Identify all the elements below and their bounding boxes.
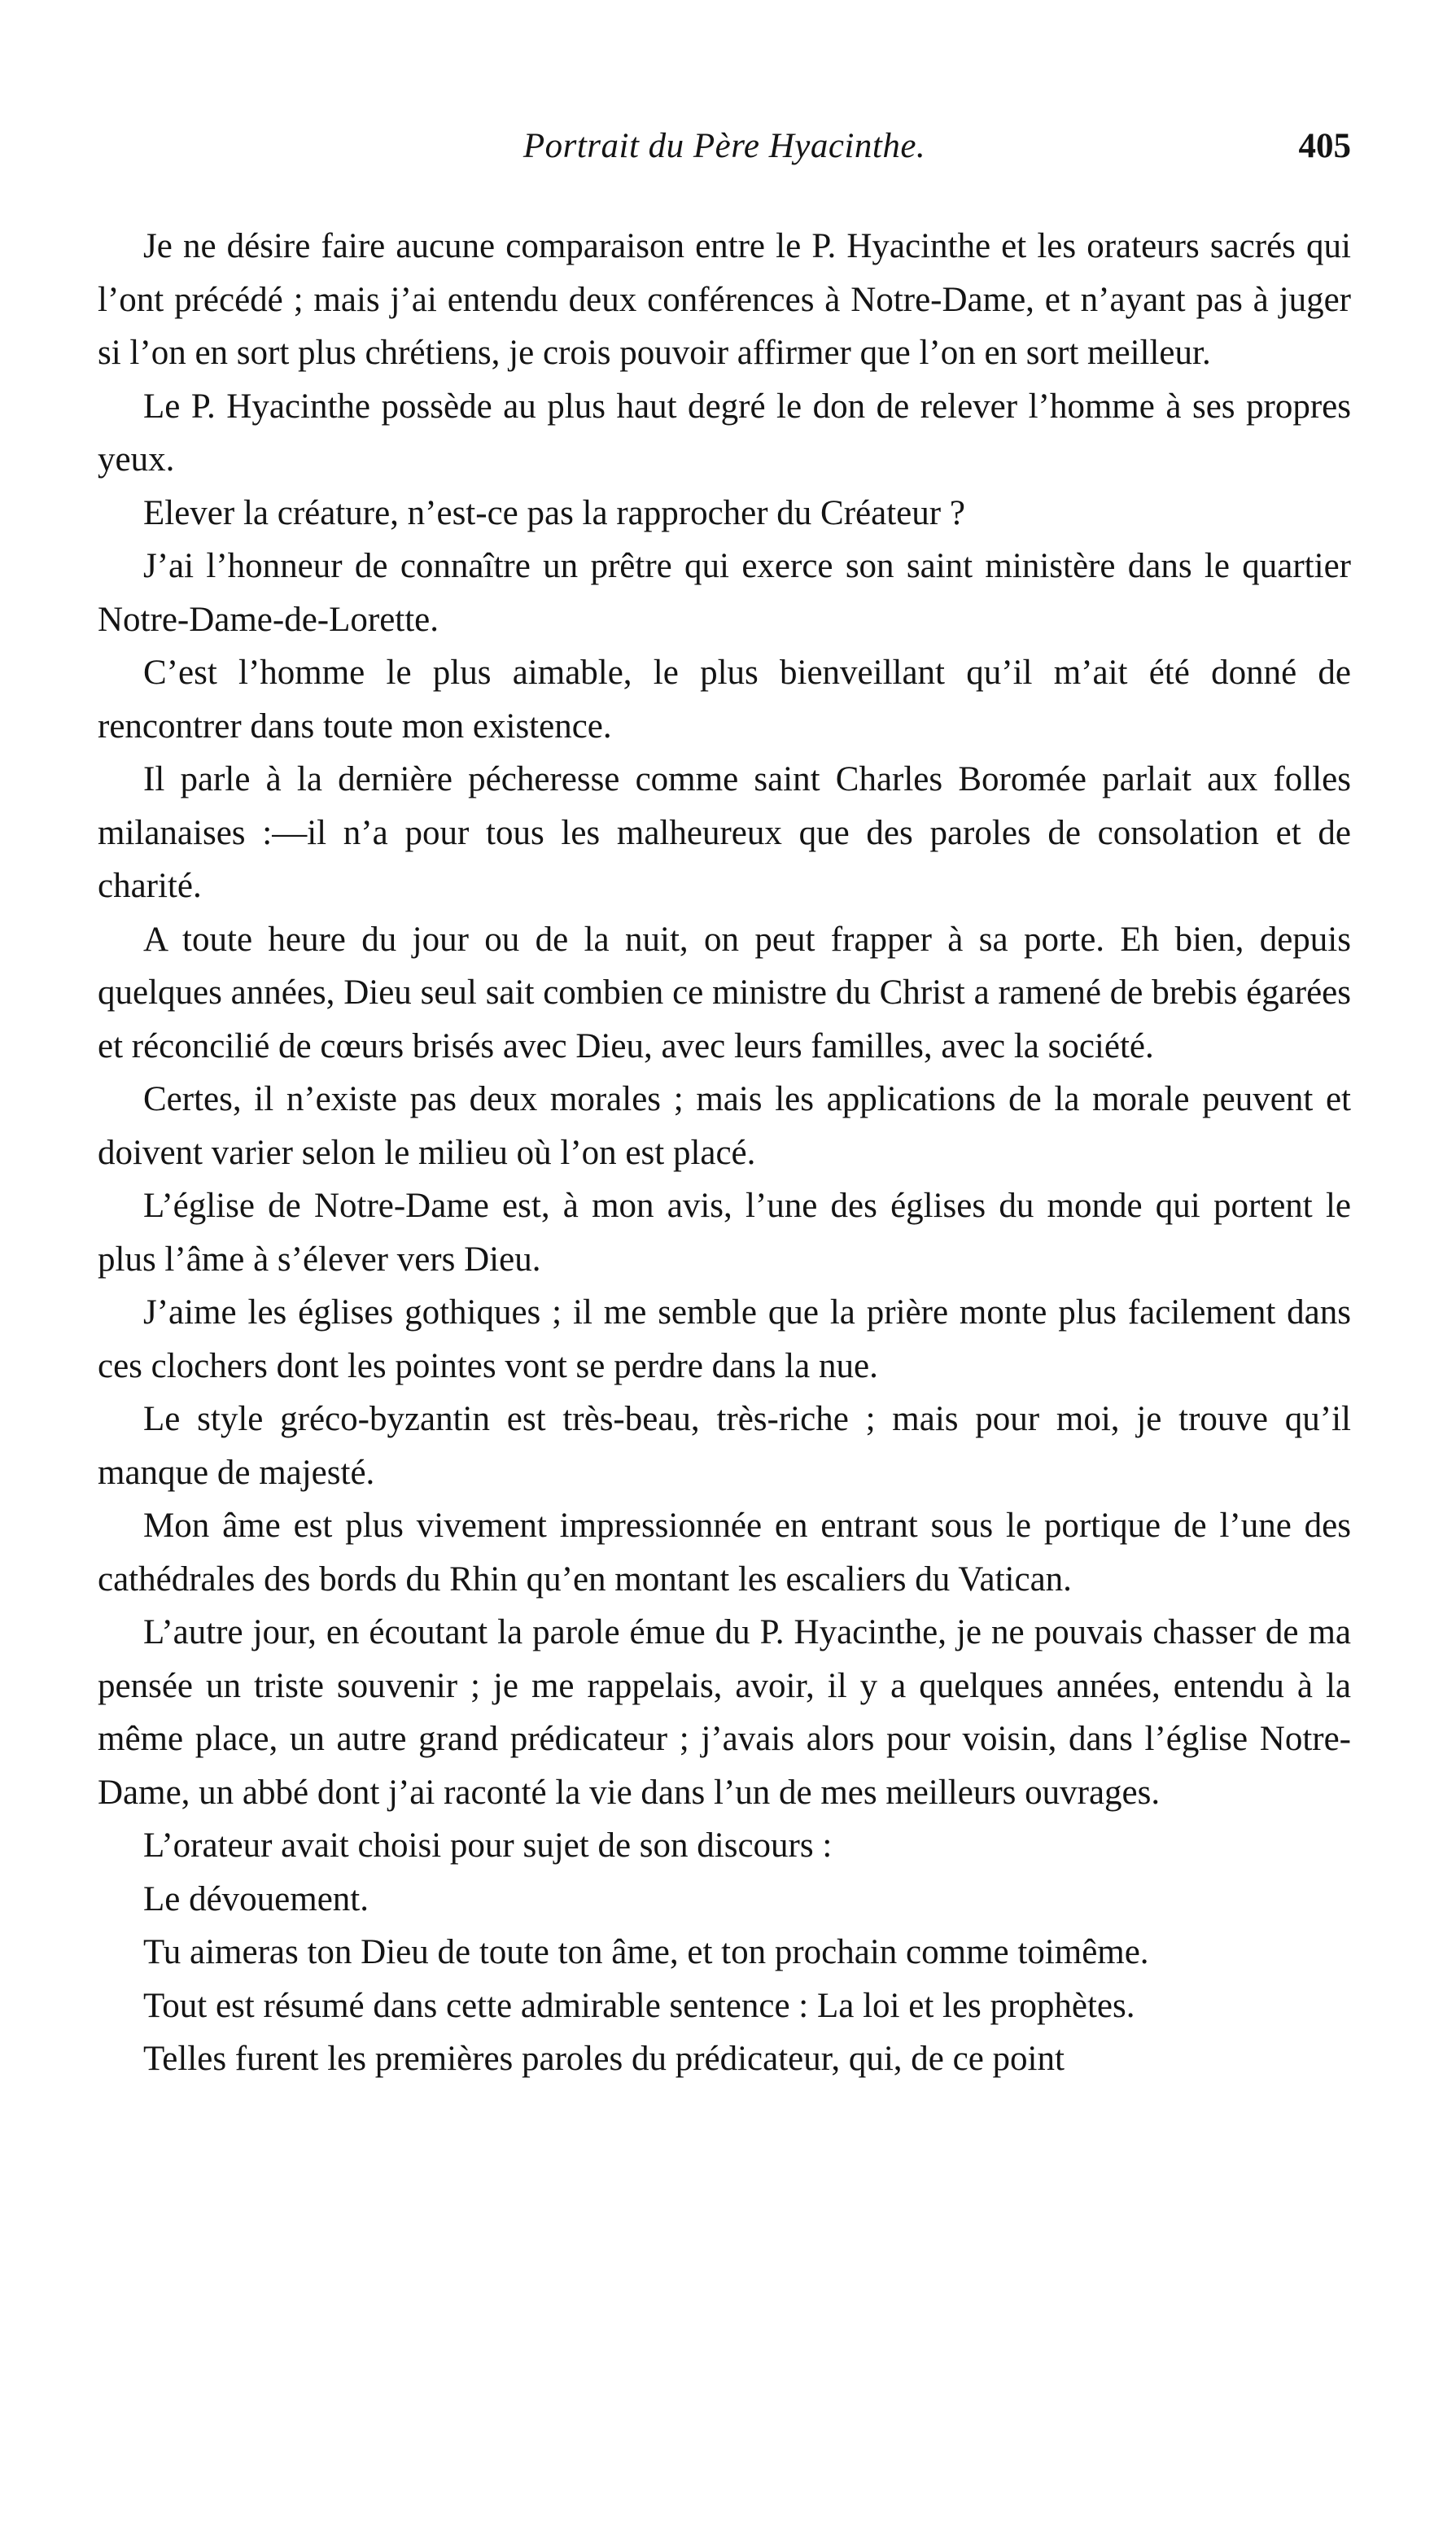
paragraph: L’autre jour, en écoutant la parole émue du P. Hyacinthe, je ne pouvais chasser de ma pensée un triste souvenir ; je me rappelais, avoir, il y a quelques années, entendu à la même place, un autre grand prédicateur ; j’avais alors pour voisin, dans l’église Notre-Dame, un abbé dont j’ai raconté la vie dans l’un de mes meilleurs ouvrages. <box>98 1613 1351 1812</box>
paragraph: Je ne désire faire aucune comparaison entre le P. Hyacinthe et les orateurs sacrés qui l’ont précédé ; mais j’ai entendu deux conférences à Notre-Dame, et n’ayant pas à juger si l’on en sort plus chrétiens, je crois pouvoir affirmer que l’on en sort meilleur. <box>98 227 1351 372</box>
paragraph: Elever la créature, n’est-ce pas la rapprocher du Créateur ? <box>143 493 965 532</box>
paragraph: Tout est résumé dans cette admirable sentence : La loi et les prophètes. <box>143 1986 1135 2025</box>
paragraph: Le style gréco-byzantin est très-beau, très-riche ; mais pour moi, je trouve qu’il manque de majesté. <box>98 1400 1351 1492</box>
body-text <box>98 220 1351 2086</box>
paragraph: Le P. Hyacinthe possède au plus haut degré le don de relever l’homme à ses propres yeux. <box>98 387 1351 479</box>
paragraph: J’ai l’honneur de connaître un prêtre qui exerce son saint ministère dans le quartier Notre-Dame-de-Lorette. <box>98 547 1351 639</box>
paragraph: J’aime les églises gothiques ; il me semble que la prière monte plus facilement dans ces clochers dont les pointes vont se perdre dans la nue. <box>98 1293 1351 1385</box>
paragraph: Certes, il n’existe pas deux morales ; mais les applications de la morale peuvent et doivent varier selon le milieu où l’on est placé. <box>98 1080 1351 1172</box>
paragraph: L’église de Notre-Dame est, à mon avis, l’une des églises du monde qui portent le plus l’âme à s’élever vers Dieu. <box>98 1187 1351 1279</box>
paragraph: Telles furent les premières paroles du prédicateur, qui, de ce point <box>143 2040 1065 2078</box>
paragraph: Le dévouement. <box>143 1879 369 1918</box>
paragraph: L’orateur avait choisi pour sujet de son discours : <box>143 1826 833 1865</box>
page-number: 405 <box>1298 127 1351 165</box>
running-head <box>98 122 1351 171</box>
paragraph: Il parle à la dernière pécheresse comme saint Charles Boromée parlait aux folles milanaises :—il n’a pour tous les malheureux que des paroles de consolation et de charité. <box>98 760 1351 905</box>
paragraph: C’est l’homme le plus aimable, le plus bienveillant qu’il m’ait été donné de rencontrer dans toute mon existence. <box>98 654 1351 746</box>
paragraph: Mon âme est plus vivement impressionnée en entrant sous le portique de l’une des cathédrales des bords du Rhin qu’en montant les escaliers du Vatican. <box>98 1507 1351 1599</box>
paragraph: A toute heure du jour ou de la nuit, on peut frapper à sa porte. Eh bien, depuis quelques années, Dieu seul sait combien ce ministre du Christ a ramené de brebis égarées et réconcilié de cœurs brisés avec Dieu, avec leurs familles, avec la société. <box>98 920 1351 1065</box>
running-title: Portrait du Père Hyacinthe. <box>522 127 926 165</box>
paragraph: Tu aimeras ton Dieu de toute ton âme, et ton prochain comme toimême. <box>143 1933 1149 1971</box>
